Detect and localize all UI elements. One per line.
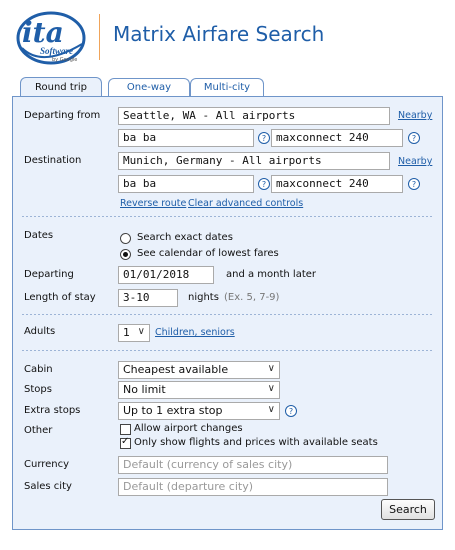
departing-from-label: Departing from (24, 110, 101, 121)
extension-help-icon[interactable]: ? (408, 178, 420, 190)
chevron-down-icon: ∨ (267, 363, 275, 374)
reverse-route-link[interactable]: Reverse route (120, 198, 187, 209)
chevron-down-icon: ∨ (267, 404, 275, 415)
exact-dates-label: Search exact dates (137, 232, 233, 243)
exact-dates-radio[interactable] (120, 233, 131, 244)
departing-nearby-link[interactable]: Nearby (398, 110, 433, 121)
extension-help-icon[interactable]: ? (408, 132, 420, 144)
sales-city-label: Sales city (24, 481, 72, 492)
cabin-select[interactable] (118, 361, 280, 379)
stay-example-hint: (Ex. 5, 7-9) (224, 292, 280, 303)
stops-select[interactable] (118, 381, 280, 399)
allow-airport-changes-label: Allow airport changes (134, 423, 243, 434)
adults-label: Adults (24, 326, 56, 337)
routing-help-icon[interactable]: ? (258, 132, 270, 144)
adults-select[interactable] (118, 324, 150, 342)
destination-label: Destination (24, 155, 82, 166)
calendar-fares-radio[interactable] (120, 249, 131, 260)
dates-label: Dates (24, 230, 54, 241)
extra-stops-label: Extra stops (24, 405, 81, 416)
departing-routing-input[interactable]: ba ba (118, 129, 254, 147)
brand-separator (99, 14, 100, 60)
clear-advanced-controls-link[interactable]: Clear advanced controls (188, 198, 304, 209)
allow-airport-changes-checkbox[interactable] (120, 424, 131, 435)
logo-byline: by Google (52, 57, 78, 63)
extra-stops-help-icon[interactable]: ? (285, 405, 297, 417)
nights-label: nights (188, 292, 219, 303)
ita-software-logo (12, 8, 90, 68)
logo-text: ita (22, 16, 64, 49)
chevron-down-icon: ∨ (137, 326, 145, 337)
cabin-value: Cheapest available (123, 363, 229, 376)
destination-nearby-link[interactable]: Nearby (398, 156, 433, 167)
logo-subtext: Software (40, 46, 74, 56)
page-title: Matrix Airfare Search (113, 22, 325, 46)
departing-from-input[interactable]: Seattle, WA - All airports (118, 107, 390, 125)
currency-input[interactable]: Default (currency of sales city) (118, 456, 388, 474)
departing-date-input[interactable]: 01/01/2018 (118, 266, 214, 284)
destination-routing-input[interactable]: ba ba (118, 175, 254, 193)
search-button[interactable]: Search (381, 499, 435, 520)
sales-city-input[interactable]: Default (departure city) (118, 478, 388, 496)
children-seniors-link[interactable]: Children, seniors (155, 327, 235, 338)
extra-stops-select[interactable] (118, 402, 280, 420)
length-of-stay-label: Length of stay (24, 292, 96, 303)
departing-extension-input[interactable]: maxconnect 240 (271, 129, 403, 147)
departing-date-label: Departing (24, 269, 74, 280)
tab-round-trip[interactable]: Round trip (20, 77, 102, 97)
tab-multi-city[interactable]: Multi-city (190, 78, 264, 96)
currency-label: Currency (24, 459, 70, 470)
calendar-fares-label: See calendar of lowest fares (137, 248, 279, 259)
destination-input[interactable]: Munich, Germany - All airports (118, 152, 390, 170)
only-available-seats-checkbox[interactable] (120, 438, 131, 449)
chevron-down-icon: ∨ (267, 383, 275, 394)
stops-value: No limit (123, 383, 166, 396)
other-label: Other (24, 425, 53, 436)
length-of-stay-input[interactable]: 3-10 (118, 289, 178, 307)
section-divider (22, 216, 434, 217)
departing-date-suffix: and a month later (226, 269, 317, 280)
stops-label: Stops (24, 384, 52, 395)
section-divider (22, 350, 434, 351)
routing-help-icon[interactable]: ? (258, 178, 270, 190)
adults-value: 1 (123, 326, 130, 339)
destination-extension-input[interactable]: maxconnect 240 (271, 175, 403, 193)
cabin-label: Cabin (24, 364, 53, 375)
tab-one-way[interactable]: One-way (108, 78, 190, 96)
only-available-seats-label: Only show flights and prices with available seats (134, 437, 378, 448)
extra-stops-value: Up to 1 extra stop (123, 404, 223, 417)
section-divider (22, 314, 434, 315)
